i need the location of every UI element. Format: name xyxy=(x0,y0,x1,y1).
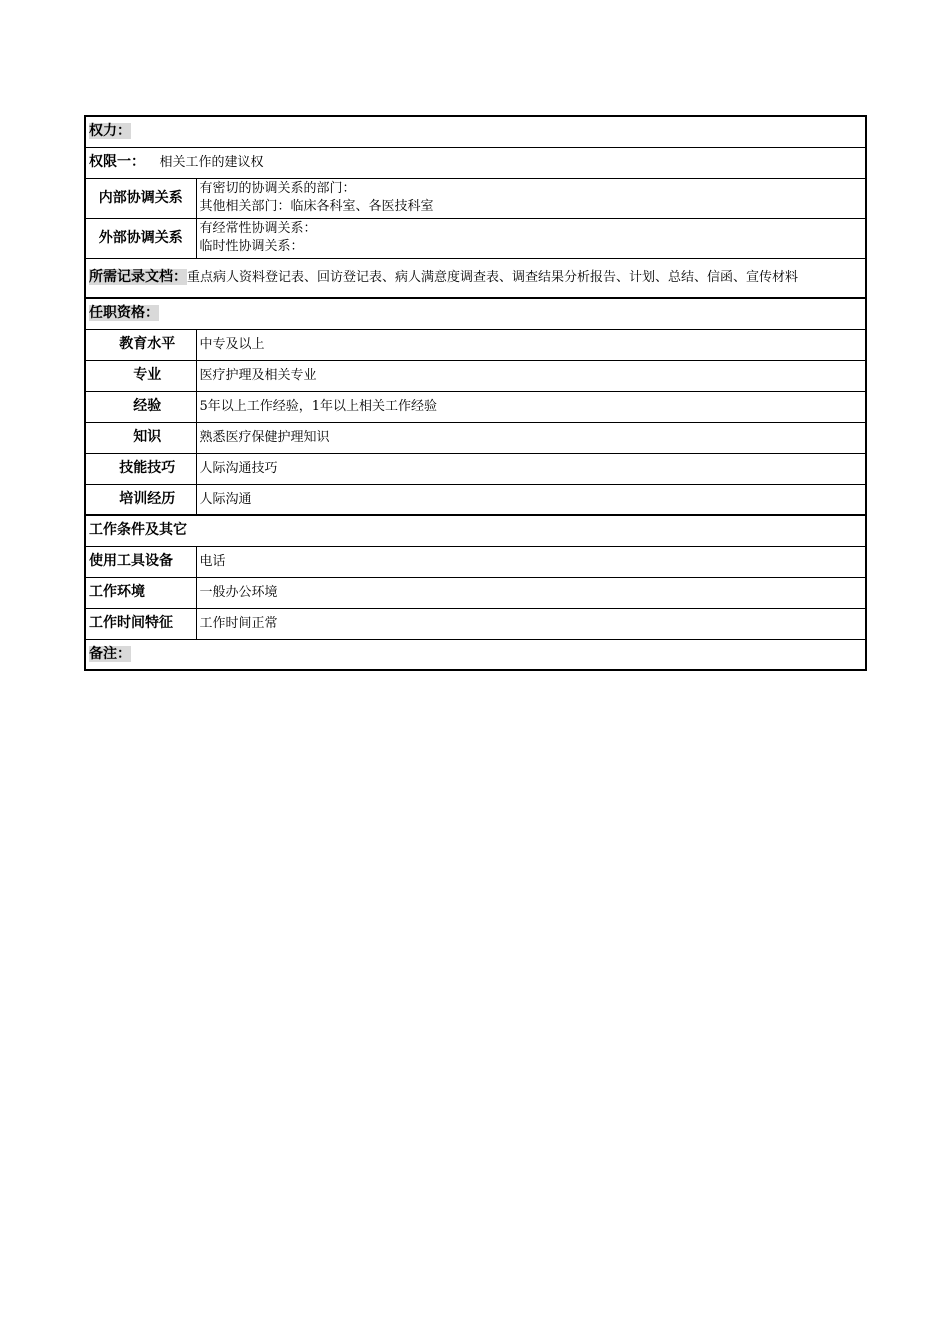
condition-row xyxy=(85,546,866,577)
condition-label: 工作环境 xyxy=(85,577,196,608)
external-coordination-label: 外部协调关系 xyxy=(85,218,196,258)
condition-value: 电话 xyxy=(196,546,866,577)
qualification-value: 医疗护理及相关专业 xyxy=(196,360,866,391)
authority-header: 权力： xyxy=(89,123,131,140)
condition-value: 工作时间正常 xyxy=(196,608,866,639)
qualifications-header: 任职资格： xyxy=(89,305,159,322)
authority-limit-label: 权限一： xyxy=(89,154,145,170)
authority-header-row xyxy=(85,116,866,147)
qualification-value: 人际沟通技巧 xyxy=(196,453,866,484)
authority-limit-cell xyxy=(85,147,866,178)
authority-limit-value: 相关工作的建议权 xyxy=(159,155,264,170)
external-coordination-value xyxy=(196,218,866,258)
qualification-value: 5年以上工作经验，1年以上相关工作经验 xyxy=(196,391,866,422)
qualification-value: 熟悉医疗保健护理知识 xyxy=(196,422,866,453)
conditions-header-row xyxy=(85,515,866,546)
internal-coordination-value xyxy=(196,178,866,218)
qualification-label: 培训经历 xyxy=(85,484,196,515)
remarks-row xyxy=(85,639,866,670)
records-label: 所需记录文档： xyxy=(89,269,187,286)
records-cell xyxy=(85,258,866,298)
qualification-row xyxy=(85,360,866,391)
external-coordination-row xyxy=(85,218,866,258)
internal-coordination-label: 内部协调关系 xyxy=(85,178,196,218)
remarks-label: 备注： xyxy=(89,645,131,662)
qualification-label: 知识 xyxy=(85,422,196,453)
qualification-label: 教育水平 xyxy=(85,329,196,360)
qualifications-header-cell xyxy=(85,298,866,329)
condition-label: 工作时间特征 xyxy=(85,608,196,639)
qualification-label: 经验 xyxy=(85,391,196,422)
qualification-row xyxy=(85,422,866,453)
external-line-1: 有经常性协调关系： xyxy=(199,221,317,236)
job-description-sheet xyxy=(84,115,865,671)
internal-line-1: 有密切的协调关系的部门： xyxy=(199,181,356,196)
condition-row xyxy=(85,608,866,639)
authority-limit-row xyxy=(85,147,866,178)
qualification-row xyxy=(85,391,866,422)
condition-row xyxy=(85,577,866,608)
qualifications-header-row xyxy=(85,298,866,329)
qualification-value: 人际沟通 xyxy=(196,484,866,515)
remarks-cell xyxy=(85,639,866,670)
authority-header-cell xyxy=(85,116,866,147)
qualification-value: 中专及以上 xyxy=(196,329,866,360)
records-row xyxy=(85,258,866,298)
records-value: 重点病人资料登记表、回访登记表、病人满意度调查表、调查结果分析报告、计划、总结、信函、宣传材料 xyxy=(187,270,799,286)
internal-line-2: 其他相关部门：临床各科室、各医技科室 xyxy=(199,199,434,214)
qualification-row xyxy=(85,329,866,360)
qualification-row xyxy=(85,453,866,484)
external-line-2: 临时性协调关系： xyxy=(199,239,304,254)
job-description-table xyxy=(84,115,867,671)
condition-label: 使用工具设备 xyxy=(85,546,196,577)
condition-value: 一般办公环境 xyxy=(196,577,866,608)
qualification-label: 技能技巧 xyxy=(85,453,196,484)
internal-coordination-row xyxy=(85,178,866,218)
qualification-label: 专业 xyxy=(85,360,196,391)
conditions-header: 工作条件及其它 xyxy=(85,515,866,546)
qualification-row xyxy=(85,484,866,515)
